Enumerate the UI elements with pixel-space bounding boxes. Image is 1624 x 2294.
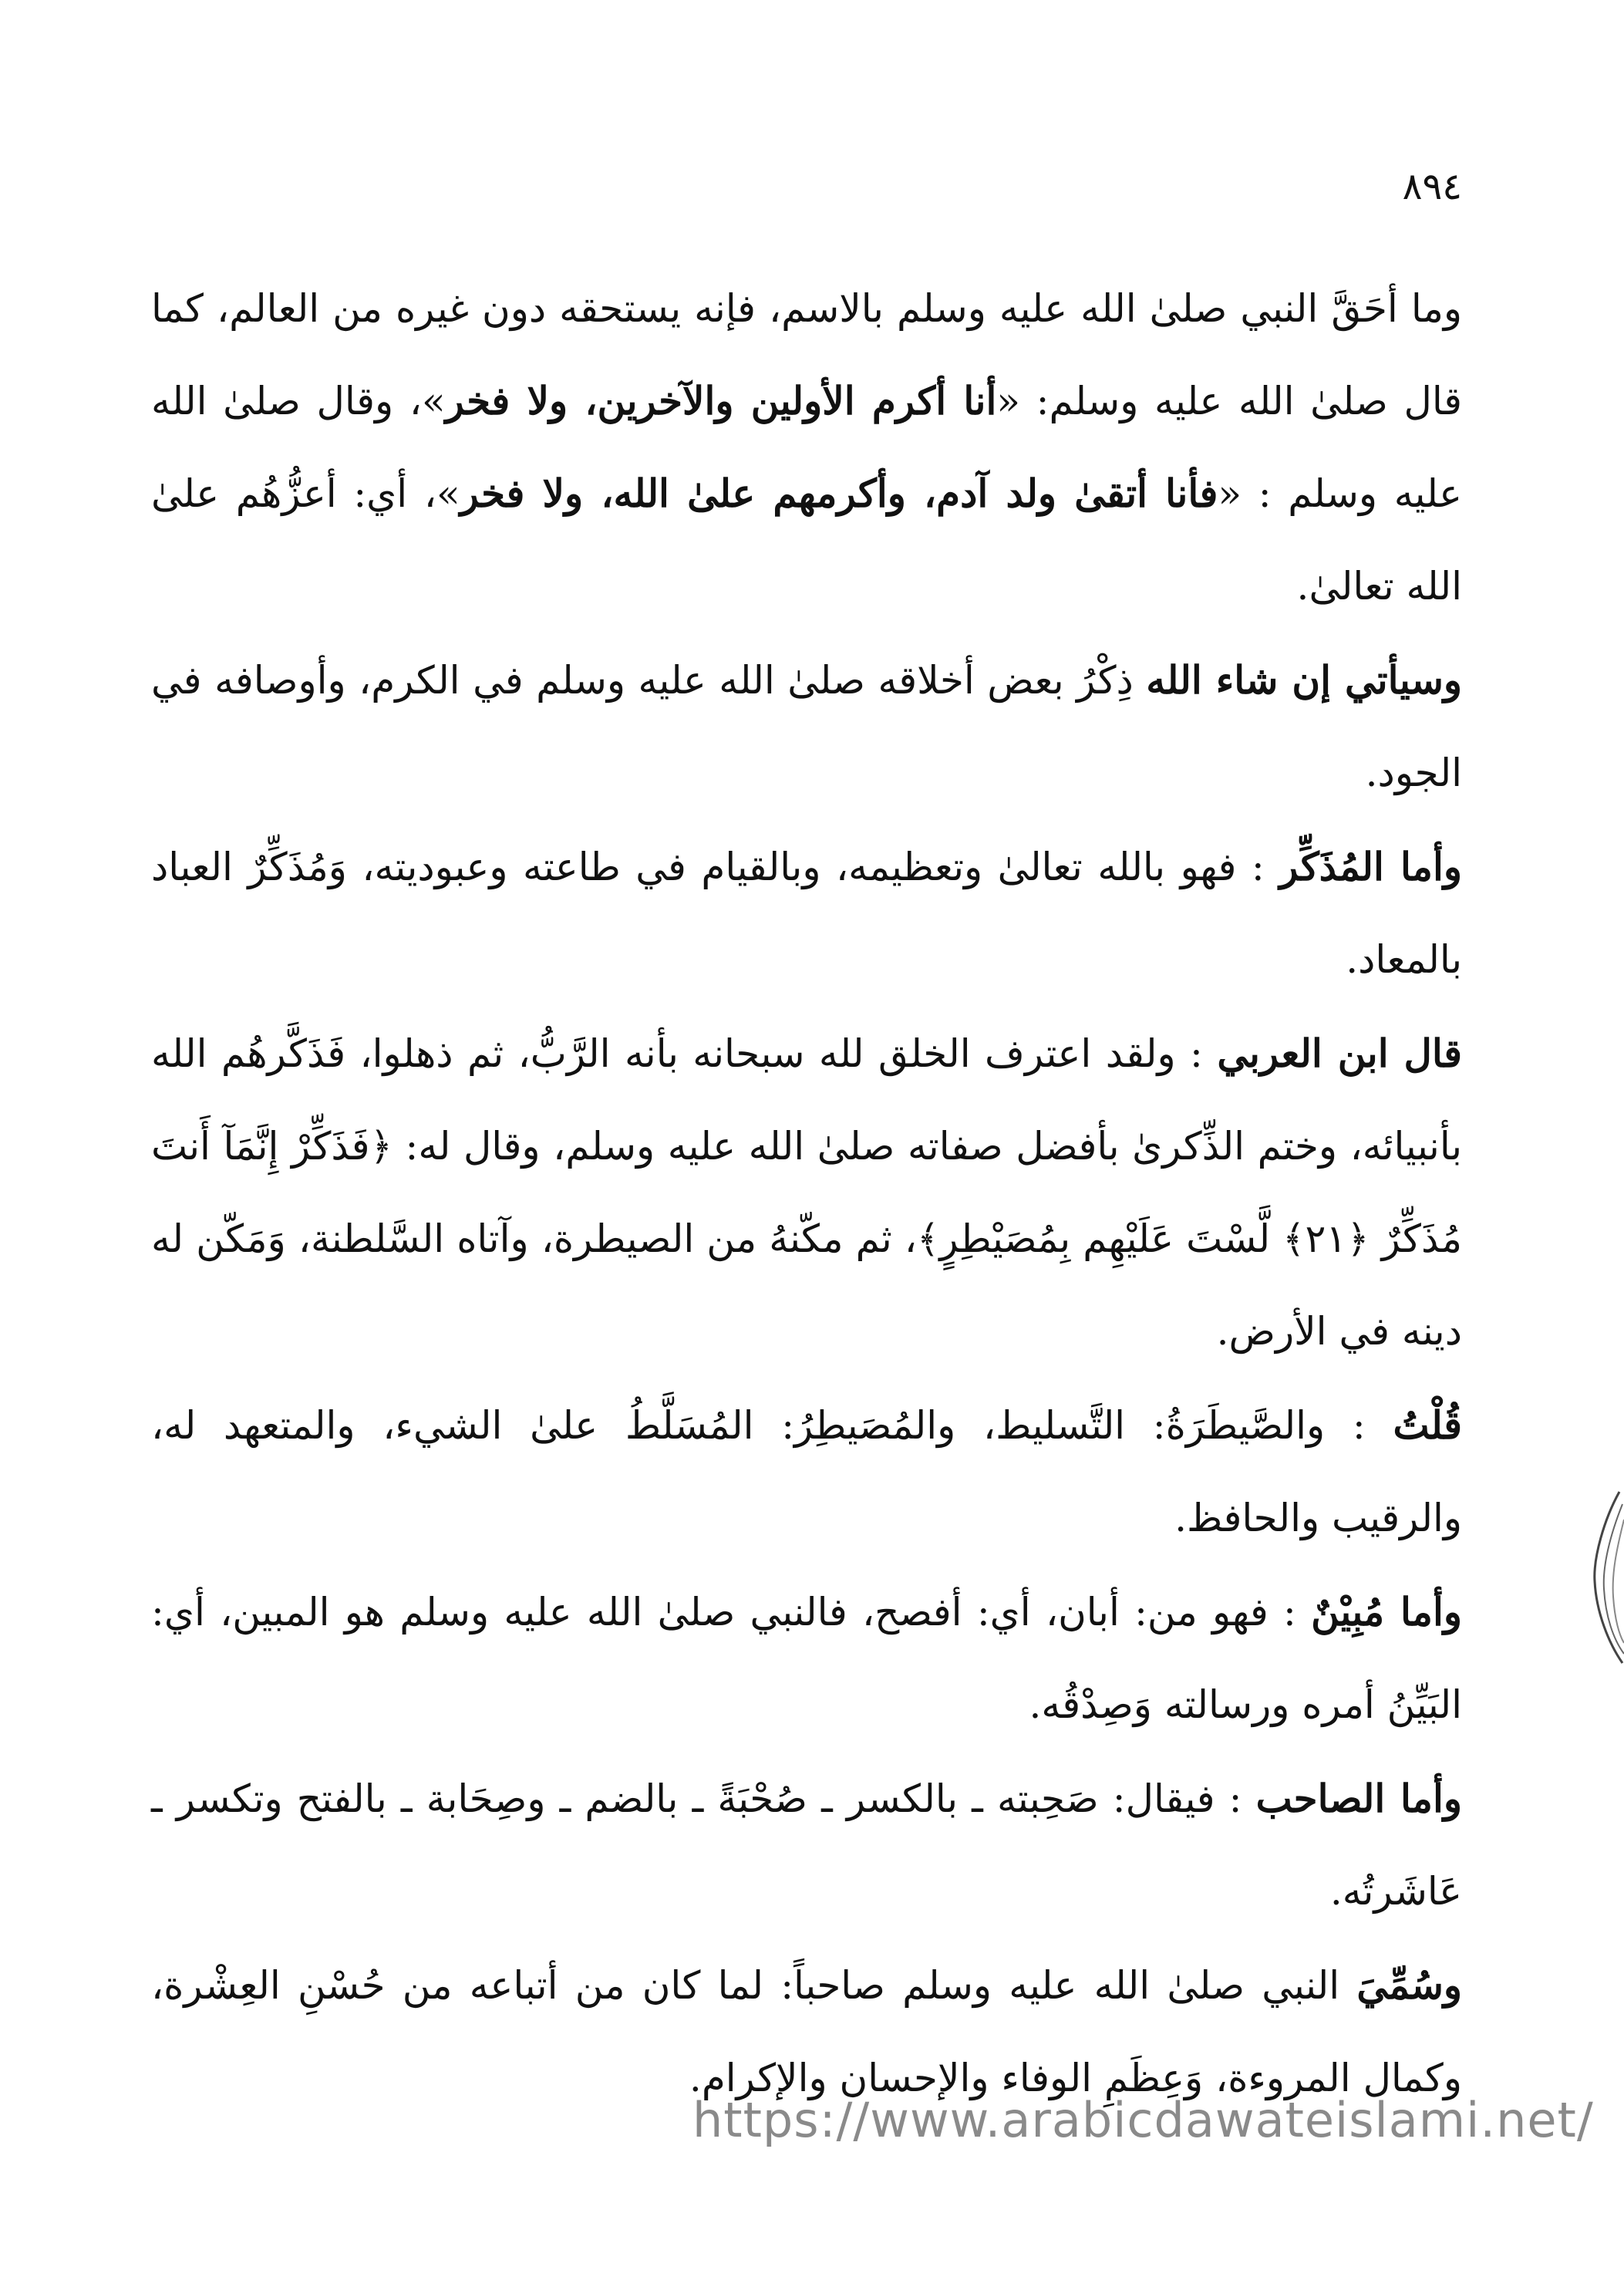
text-run: : والصَّيطَرَةُ: التَّسليط، والمُصَيطِرُ: المُسَلَّطُ علىٰ الشيء، والمتعهد له، والرقيب والحافظ. [151, 1403, 1462, 1540]
bold-phrase: وأما الصاحب [1255, 1776, 1462, 1821]
bold-phrase: قُلْتُ [1393, 1402, 1462, 1448]
paragraph [151, 821, 1462, 1006]
text-run: : ولقد اعترف الخلق لله سبحانه بأنه الرَّبُّ، ثم ذهلوا، فَذَكَّرهُم الله بأنبيائه، وختم الذِّكرىٰ بأفضل صفاته صلىٰ الله عليه وسلم، وقال له: [151, 1031, 1462, 1169]
page-body [151, 262, 1462, 2124]
paragraph [151, 1379, 1462, 1564]
text-run: النبي صلىٰ الله عليه وسلم صاحباً: لما كان من أتباعه من حُسْنِ العِشْرة، وكمال المروءة، وَعِظَمِ الوفاء والإحسان والإكرام. [151, 1963, 1462, 2100]
text-run: : فيقال: صَحِبته ـ بالكسر ـ صُحْبَةً ـ بالضم ـ وصِحَابة ـ بالفتح وتكسر ـ عَاشَرتُه. [151, 1776, 1462, 1914]
bold-phrase: وسيأتي إن شاء الله [1146, 657, 1462, 703]
text-run: ﴿فَذَكِّرْ إِنَّمَآ أَنتَ مُذَكِّرٌ ﴿٢١﴾ لَّسْتَ عَلَيْهِم بِمُصَيْطِرٍ﴾ [151, 1124, 1463, 1261]
text-run: ذِكْرُ بعض أخلاقه صلىٰ الله عليه وسلم في الكرم، وأوصافه في الجود. [151, 658, 1462, 795]
paragraph [151, 1753, 1462, 1938]
text-run: »، أي: أعزُّهُم علىٰ الله تعالىٰ. [151, 471, 1462, 609]
bold-phrase: فأنا أتقىٰ ولد آدم، وأكرمهم علىٰ الله، ولا فخر [460, 471, 1218, 516]
paragraph [151, 634, 1462, 819]
bold-phrase: أنا أكرم الأولين والآخرين، ولا فخر [445, 378, 997, 423]
text-run: : فهو بالله تعالىٰ وتعظيمه، وبالقيام في طاعته وعبوديته، وَمُذَكِّرٌ العباد بالمعاد. [151, 845, 1462, 982]
watermark-url[interactable]: https://www.arabicdawateislami.net/ [692, 2092, 1594, 2148]
bold-phrase: قال ابن العربي [1217, 1031, 1462, 1076]
bold-phrase: وأما مُبِيْنٌ [1311, 1589, 1462, 1634]
page-number: ٨٩٤ [1402, 165, 1462, 208]
page-edge-scan-artifact [1589, 1489, 1624, 1666]
bold-phrase: وأما المُذَكِّر [1279, 844, 1462, 889]
paragraph [151, 1007, 1462, 1378]
paragraph [151, 1566, 1462, 1751]
paragraph [151, 262, 1462, 633]
text-run: »، وقال صلىٰ الله عليه وسلم : « [151, 379, 1462, 516]
text-run: ، ثم مكّنهُ من الصيطرة، وآتاه السَّلطنة، وَمَكّن له دينه في الأرض. [151, 1216, 1462, 1354]
text-run: : فهو من: أبان، أي: أفصح، فالنبي صلىٰ الله عليه وسلم هو المبين، أي: البَيِّنُ أمره ورسالته وَصِدْقُه. [151, 1590, 1462, 1727]
bold-phrase: وسُمِّيَ [1356, 1962, 1462, 2008]
text-run: وما أحَقَّ النبي صلىٰ الله عليه وسلم بالاسم، فإنه يستحقه دون غيره من العالم، كما قال صلىٰ الله عليه وسلم: « [151, 286, 1462, 423]
